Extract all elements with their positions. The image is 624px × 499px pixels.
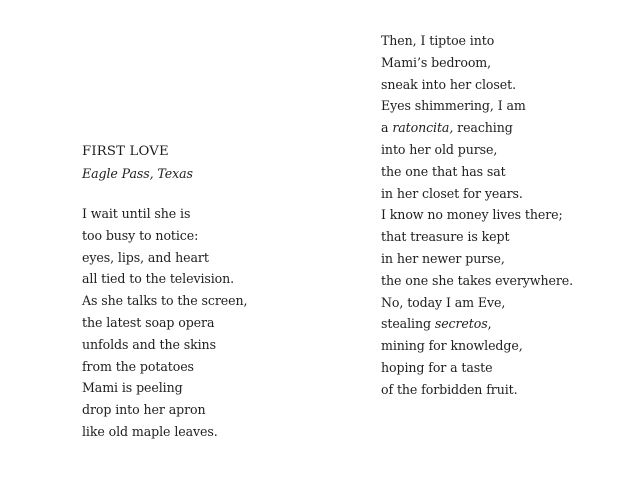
poem-line: eyes, lips, and heart	[82, 249, 209, 265]
poem-line: all tied to the television.	[82, 271, 235, 287]
poem-line-with-italic	[381, 117, 611, 139]
poem-line-text: ,	[487, 316, 492, 332]
poem-line: of the forbidden fruit.	[381, 381, 518, 397]
poem-line-text: a	[381, 120, 393, 136]
poem-line: I know no money lives there;	[381, 207, 563, 223]
poem-line: I wait until she is	[82, 206, 191, 221]
poem-line: the latest soap opera	[82, 314, 215, 330]
poem-line-text: reaching	[453, 120, 513, 136]
poem-title: FIRST LOVE	[82, 144, 169, 159]
poem-subtitle: Eagle Pass, Texas	[82, 166, 193, 181]
poem-line: into her old purse,	[381, 141, 498, 157]
poem-line: Mami’s bedroom,	[381, 54, 492, 70]
poem-line: like old maple leaves.	[82, 423, 218, 439]
poem-line: No, today I am Eve,	[381, 294, 506, 310]
italic-word: ratoncita,	[392, 120, 454, 136]
poem-line: mining for knowledge,	[381, 338, 523, 354]
poem-line: drop into her apron	[82, 402, 206, 418]
poem-line: Then, I tiptoe into	[381, 33, 495, 48]
poem-line: the one she takes everywhere.	[381, 272, 574, 288]
poem-line: Mami is peeling	[82, 380, 183, 396]
poem-line: the one that has sat	[381, 163, 506, 179]
poem-line: from the potatoes	[82, 358, 194, 374]
poem-line: too busy to notice:	[82, 227, 199, 243]
poem-line: unfolds and the skins	[82, 336, 216, 352]
left-page-column	[82, 141, 352, 443]
poem-line: in her newer purse,	[381, 250, 505, 266]
right-page-column	[381, 30, 611, 401]
poem-line: in her closet for years.	[381, 185, 523, 201]
stanza-gap	[82, 185, 352, 203]
poem-line: hoping for a taste	[381, 359, 493, 375]
italic-word: secretos	[434, 316, 488, 332]
poem-line-with-italic	[381, 313, 611, 335]
poem-line: that treasure is kept	[381, 229, 510, 245]
poem-line: Eyes shimmering, I am	[381, 98, 526, 114]
poem-line: As she talks to the screen,	[82, 293, 248, 309]
poem-line-text: stealing	[381, 316, 435, 332]
poem-line: sneak into her closet.	[381, 76, 516, 92]
